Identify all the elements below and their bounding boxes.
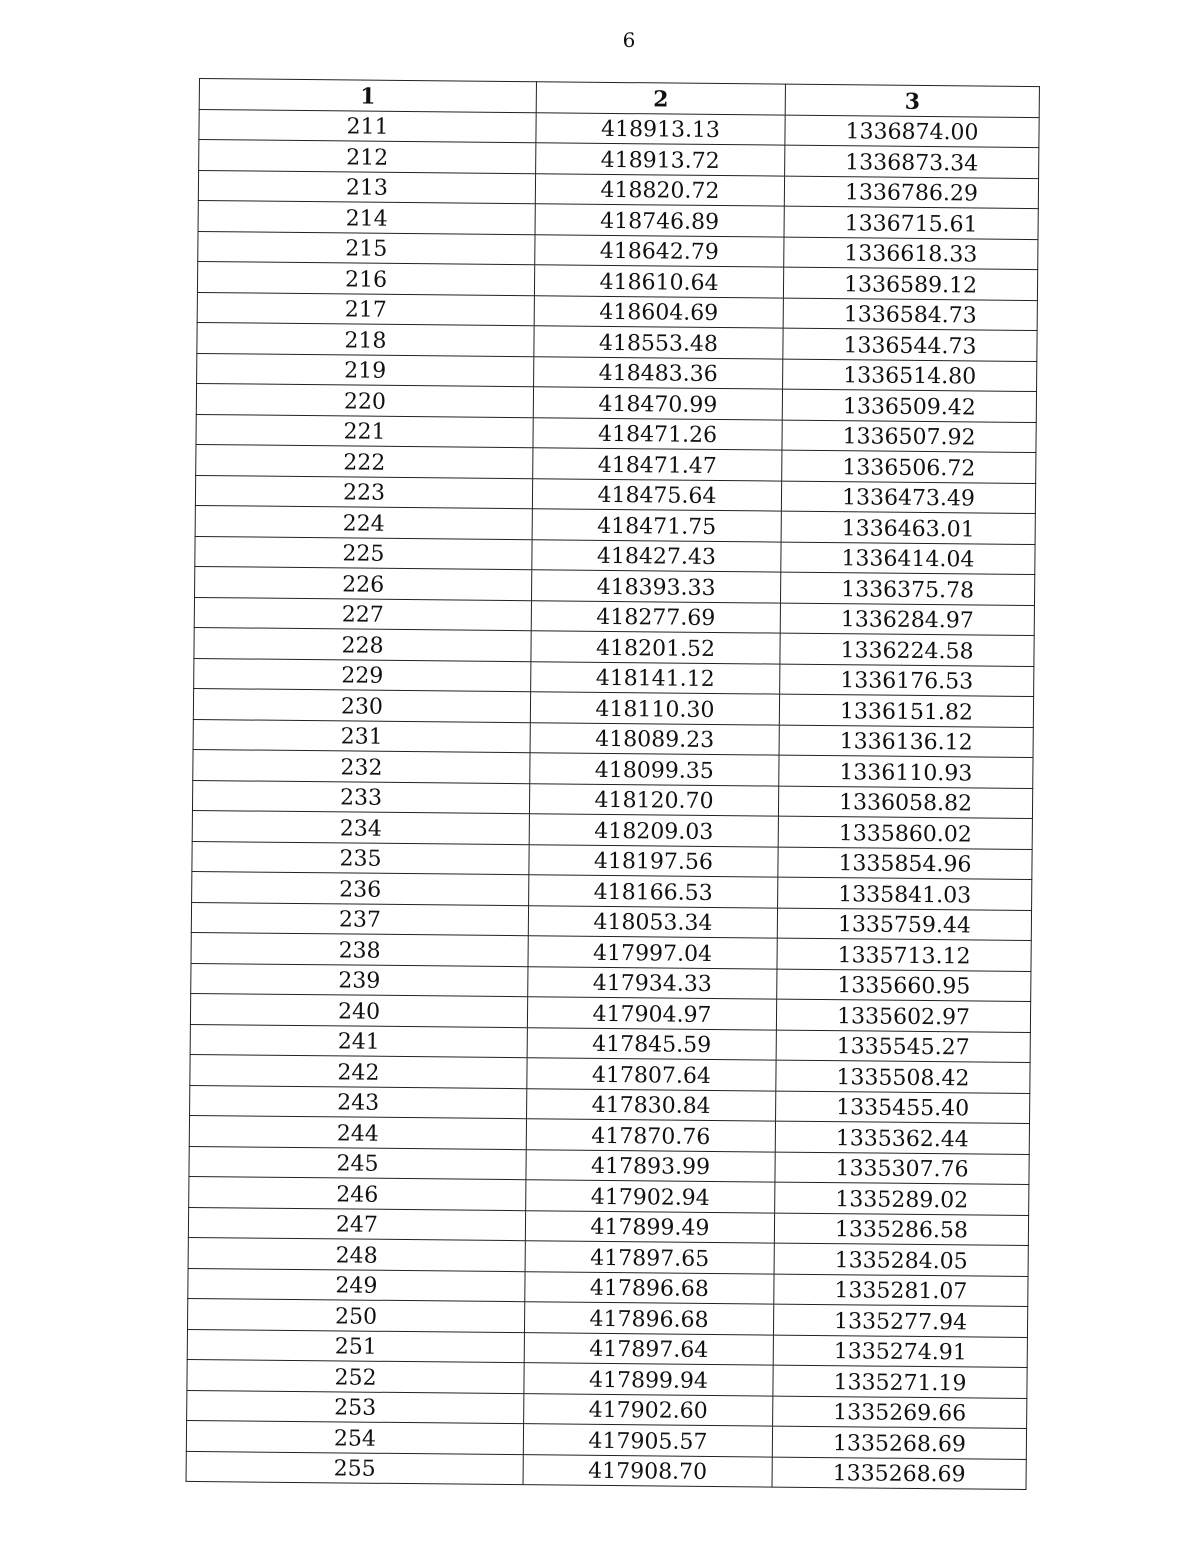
y-coordinate-cell: 1336873.34 bbox=[785, 145, 1039, 178]
x-coordinate-cell: 417870.76 bbox=[526, 1119, 775, 1152]
x-coordinate-cell: 417896.68 bbox=[524, 1302, 773, 1335]
point-number-cell: 227 bbox=[194, 597, 531, 631]
point-number-cell: 233 bbox=[192, 780, 529, 814]
x-coordinate-cell: 417899.94 bbox=[524, 1363, 773, 1396]
y-coordinate-cell: 1336224.58 bbox=[780, 633, 1034, 666]
point-number-cell: 244 bbox=[189, 1115, 526, 1149]
point-number-cell: 248 bbox=[188, 1237, 525, 1271]
x-coordinate-cell: 418642.79 bbox=[535, 234, 784, 267]
y-coordinate-cell: 1336058.82 bbox=[778, 786, 1032, 819]
x-coordinate-cell: 418427.43 bbox=[532, 539, 781, 572]
point-number-cell: 219 bbox=[197, 353, 534, 387]
point-number-cell: 214 bbox=[198, 200, 535, 234]
x-coordinate-cell: 418820.72 bbox=[535, 173, 784, 206]
x-coordinate-cell: 418553.48 bbox=[534, 326, 783, 359]
column-header-2: 2 bbox=[536, 82, 785, 115]
x-coordinate-cell: 417830.84 bbox=[527, 1088, 776, 1121]
point-number-cell: 212 bbox=[199, 140, 536, 174]
point-number-cell: 253 bbox=[187, 1390, 524, 1424]
y-coordinate-cell: 1336136.12 bbox=[779, 725, 1033, 758]
point-number-cell: 247 bbox=[188, 1207, 525, 1241]
point-number-cell: 236 bbox=[192, 871, 529, 905]
point-number-cell: 230 bbox=[193, 688, 530, 722]
y-coordinate-cell: 1336509.42 bbox=[782, 389, 1036, 422]
point-number-cell: 231 bbox=[193, 719, 530, 753]
column-header-1: 1 bbox=[199, 79, 536, 113]
point-number-cell: 229 bbox=[194, 658, 531, 692]
x-coordinate-cell: 417902.94 bbox=[526, 1180, 775, 1213]
point-number-cell: 252 bbox=[187, 1359, 524, 1393]
point-number-cell: 228 bbox=[194, 627, 531, 661]
point-number-cell: 225 bbox=[195, 536, 532, 570]
x-coordinate-cell: 418053.34 bbox=[528, 905, 777, 938]
y-coordinate-cell: 1335841.03 bbox=[778, 877, 1032, 910]
y-coordinate-cell: 1336506.72 bbox=[782, 450, 1036, 483]
y-coordinate-cell: 1336786.29 bbox=[784, 176, 1038, 209]
x-coordinate-cell: 417902.60 bbox=[524, 1393, 773, 1426]
x-coordinate-cell: 418209.03 bbox=[529, 814, 778, 847]
x-coordinate-cell: 418610.64 bbox=[534, 265, 783, 298]
x-coordinate-cell: 418471.75 bbox=[532, 509, 781, 542]
x-coordinate-cell: 418913.72 bbox=[536, 143, 785, 176]
x-coordinate-cell: 417905.57 bbox=[523, 1424, 772, 1457]
point-number-cell: 215 bbox=[198, 231, 535, 265]
point-number-cell: 222 bbox=[196, 444, 533, 478]
y-coordinate-cell: 1335759.44 bbox=[777, 908, 1031, 941]
x-coordinate-cell: 417908.70 bbox=[523, 1454, 772, 1487]
y-coordinate-cell: 1335455.40 bbox=[776, 1091, 1030, 1124]
y-coordinate-cell: 1335307.76 bbox=[775, 1152, 1029, 1185]
x-coordinate-cell: 417934.33 bbox=[528, 966, 777, 999]
x-coordinate-cell: 417897.65 bbox=[525, 1241, 774, 1274]
x-coordinate-cell: 418604.69 bbox=[534, 295, 783, 328]
y-coordinate-cell: 1335362.44 bbox=[775, 1121, 1029, 1154]
y-coordinate-cell: 1335508.42 bbox=[776, 1060, 1030, 1093]
x-coordinate-cell: 418475.64 bbox=[532, 478, 781, 511]
x-coordinate-cell: 417897.64 bbox=[524, 1332, 773, 1365]
x-coordinate-cell: 418110.30 bbox=[530, 692, 779, 725]
y-coordinate-cell: 1336544.73 bbox=[783, 328, 1037, 361]
coordinates-table-container bbox=[186, 78, 1039, 1490]
point-number-cell: 234 bbox=[192, 810, 529, 844]
x-coordinate-cell: 418099.35 bbox=[530, 753, 779, 786]
point-number-cell: 223 bbox=[195, 475, 532, 509]
x-coordinate-cell: 417893.99 bbox=[526, 1149, 775, 1182]
x-coordinate-cell: 418913.13 bbox=[536, 112, 785, 145]
x-coordinate-cell: 418470.99 bbox=[533, 387, 782, 420]
point-number-cell: 237 bbox=[191, 902, 528, 936]
point-number-cell: 235 bbox=[192, 841, 529, 875]
y-coordinate-cell: 1336284.97 bbox=[780, 603, 1034, 636]
point-number-cell: 232 bbox=[193, 749, 530, 783]
y-coordinate-cell: 1336589.12 bbox=[783, 267, 1037, 300]
y-coordinate-cell: 1335660.95 bbox=[777, 969, 1031, 1002]
y-coordinate-cell: 1335713.12 bbox=[777, 938, 1031, 971]
point-number-cell: 241 bbox=[190, 1024, 527, 1058]
x-coordinate-cell: 417807.64 bbox=[527, 1058, 776, 1091]
page-number: 6 bbox=[622, 28, 636, 52]
table-body bbox=[186, 109, 1039, 1490]
point-number-cell: 213 bbox=[198, 170, 535, 204]
point-number-cell: 216 bbox=[197, 261, 534, 295]
point-number-cell: 238 bbox=[191, 932, 528, 966]
y-coordinate-cell: 1336176.53 bbox=[780, 664, 1034, 697]
y-coordinate-cell: 1335268.69 bbox=[772, 1426, 1026, 1459]
x-coordinate-cell: 417845.59 bbox=[527, 1027, 776, 1060]
y-coordinate-cell: 1335854.96 bbox=[778, 847, 1032, 880]
x-coordinate-cell: 418471.26 bbox=[533, 417, 782, 450]
y-coordinate-cell: 1336110.93 bbox=[779, 755, 1033, 788]
point-number-cell: 221 bbox=[196, 414, 533, 448]
point-number-cell: 240 bbox=[190, 993, 527, 1027]
y-coordinate-cell: 1335284.05 bbox=[774, 1243, 1028, 1276]
y-coordinate-cell: 1336473.49 bbox=[781, 481, 1035, 514]
point-number-cell: 245 bbox=[189, 1146, 526, 1180]
point-number-cell: 220 bbox=[196, 383, 533, 417]
y-coordinate-cell: 1335268.69 bbox=[772, 1457, 1026, 1490]
x-coordinate-cell: 418197.56 bbox=[529, 844, 778, 877]
y-coordinate-cell: 1336151.82 bbox=[779, 694, 1033, 727]
x-coordinate-cell: 418201.52 bbox=[531, 631, 780, 664]
x-coordinate-cell: 418120.70 bbox=[529, 783, 778, 816]
point-number-cell: 217 bbox=[197, 292, 534, 326]
y-coordinate-cell: 1335269.66 bbox=[773, 1396, 1027, 1429]
point-number-cell: 254 bbox=[186, 1420, 523, 1454]
y-coordinate-cell: 1335277.94 bbox=[773, 1304, 1027, 1337]
x-coordinate-cell: 417904.97 bbox=[527, 997, 776, 1030]
point-number-cell: 211 bbox=[199, 109, 536, 143]
point-number-cell: 239 bbox=[191, 963, 528, 997]
y-coordinate-cell: 1335271.19 bbox=[773, 1365, 1027, 1398]
point-number-cell: 246 bbox=[189, 1176, 526, 1210]
y-coordinate-cell: 1336414.04 bbox=[781, 542, 1035, 575]
point-number-cell: 251 bbox=[187, 1329, 524, 1363]
x-coordinate-cell: 418393.33 bbox=[532, 570, 781, 603]
y-coordinate-cell: 1336463.01 bbox=[781, 511, 1035, 544]
y-coordinate-cell: 1335281.07 bbox=[774, 1274, 1028, 1307]
y-coordinate-cell: 1336514.80 bbox=[783, 359, 1037, 392]
point-number-cell: 250 bbox=[187, 1298, 524, 1332]
y-coordinate-cell: 1335289.02 bbox=[775, 1182, 1029, 1215]
x-coordinate-cell: 418141.12 bbox=[531, 661, 780, 694]
point-number-cell: 226 bbox=[195, 566, 532, 600]
x-coordinate-cell: 417997.04 bbox=[528, 936, 777, 969]
y-coordinate-cell: 1335545.27 bbox=[776, 1030, 1030, 1063]
point-number-cell: 243 bbox=[190, 1085, 527, 1119]
x-coordinate-cell: 418471.47 bbox=[533, 448, 782, 481]
x-coordinate-cell: 418746.89 bbox=[535, 204, 784, 237]
x-coordinate-cell: 418277.69 bbox=[531, 600, 780, 633]
point-number-cell: 242 bbox=[190, 1054, 527, 1088]
x-coordinate-cell: 418483.36 bbox=[534, 356, 783, 389]
y-coordinate-cell: 1336715.61 bbox=[784, 206, 1038, 239]
y-coordinate-cell: 1335286.58 bbox=[774, 1213, 1028, 1246]
y-coordinate-cell: 1335860.02 bbox=[778, 816, 1032, 849]
coordinates-table bbox=[186, 78, 1040, 1490]
point-number-cell: 224 bbox=[195, 505, 532, 539]
point-number-cell: 249 bbox=[188, 1268, 525, 1302]
y-coordinate-cell: 1336375.78 bbox=[780, 572, 1034, 605]
point-number-cell: 255 bbox=[186, 1451, 523, 1485]
column-header-3: 3 bbox=[785, 84, 1039, 117]
y-coordinate-cell: 1336874.00 bbox=[785, 115, 1039, 148]
y-coordinate-cell: 1336507.92 bbox=[782, 420, 1036, 453]
x-coordinate-cell: 417899.49 bbox=[525, 1210, 774, 1243]
x-coordinate-cell: 418089.23 bbox=[530, 722, 779, 755]
y-coordinate-cell: 1335602.97 bbox=[776, 999, 1030, 1032]
point-number-cell: 218 bbox=[197, 322, 534, 356]
x-coordinate-cell: 417896.68 bbox=[525, 1271, 774, 1304]
y-coordinate-cell: 1336618.33 bbox=[784, 237, 1038, 270]
y-coordinate-cell: 1335274.91 bbox=[773, 1335, 1027, 1368]
y-coordinate-cell: 1336584.73 bbox=[783, 298, 1037, 331]
x-coordinate-cell: 418166.53 bbox=[529, 875, 778, 908]
